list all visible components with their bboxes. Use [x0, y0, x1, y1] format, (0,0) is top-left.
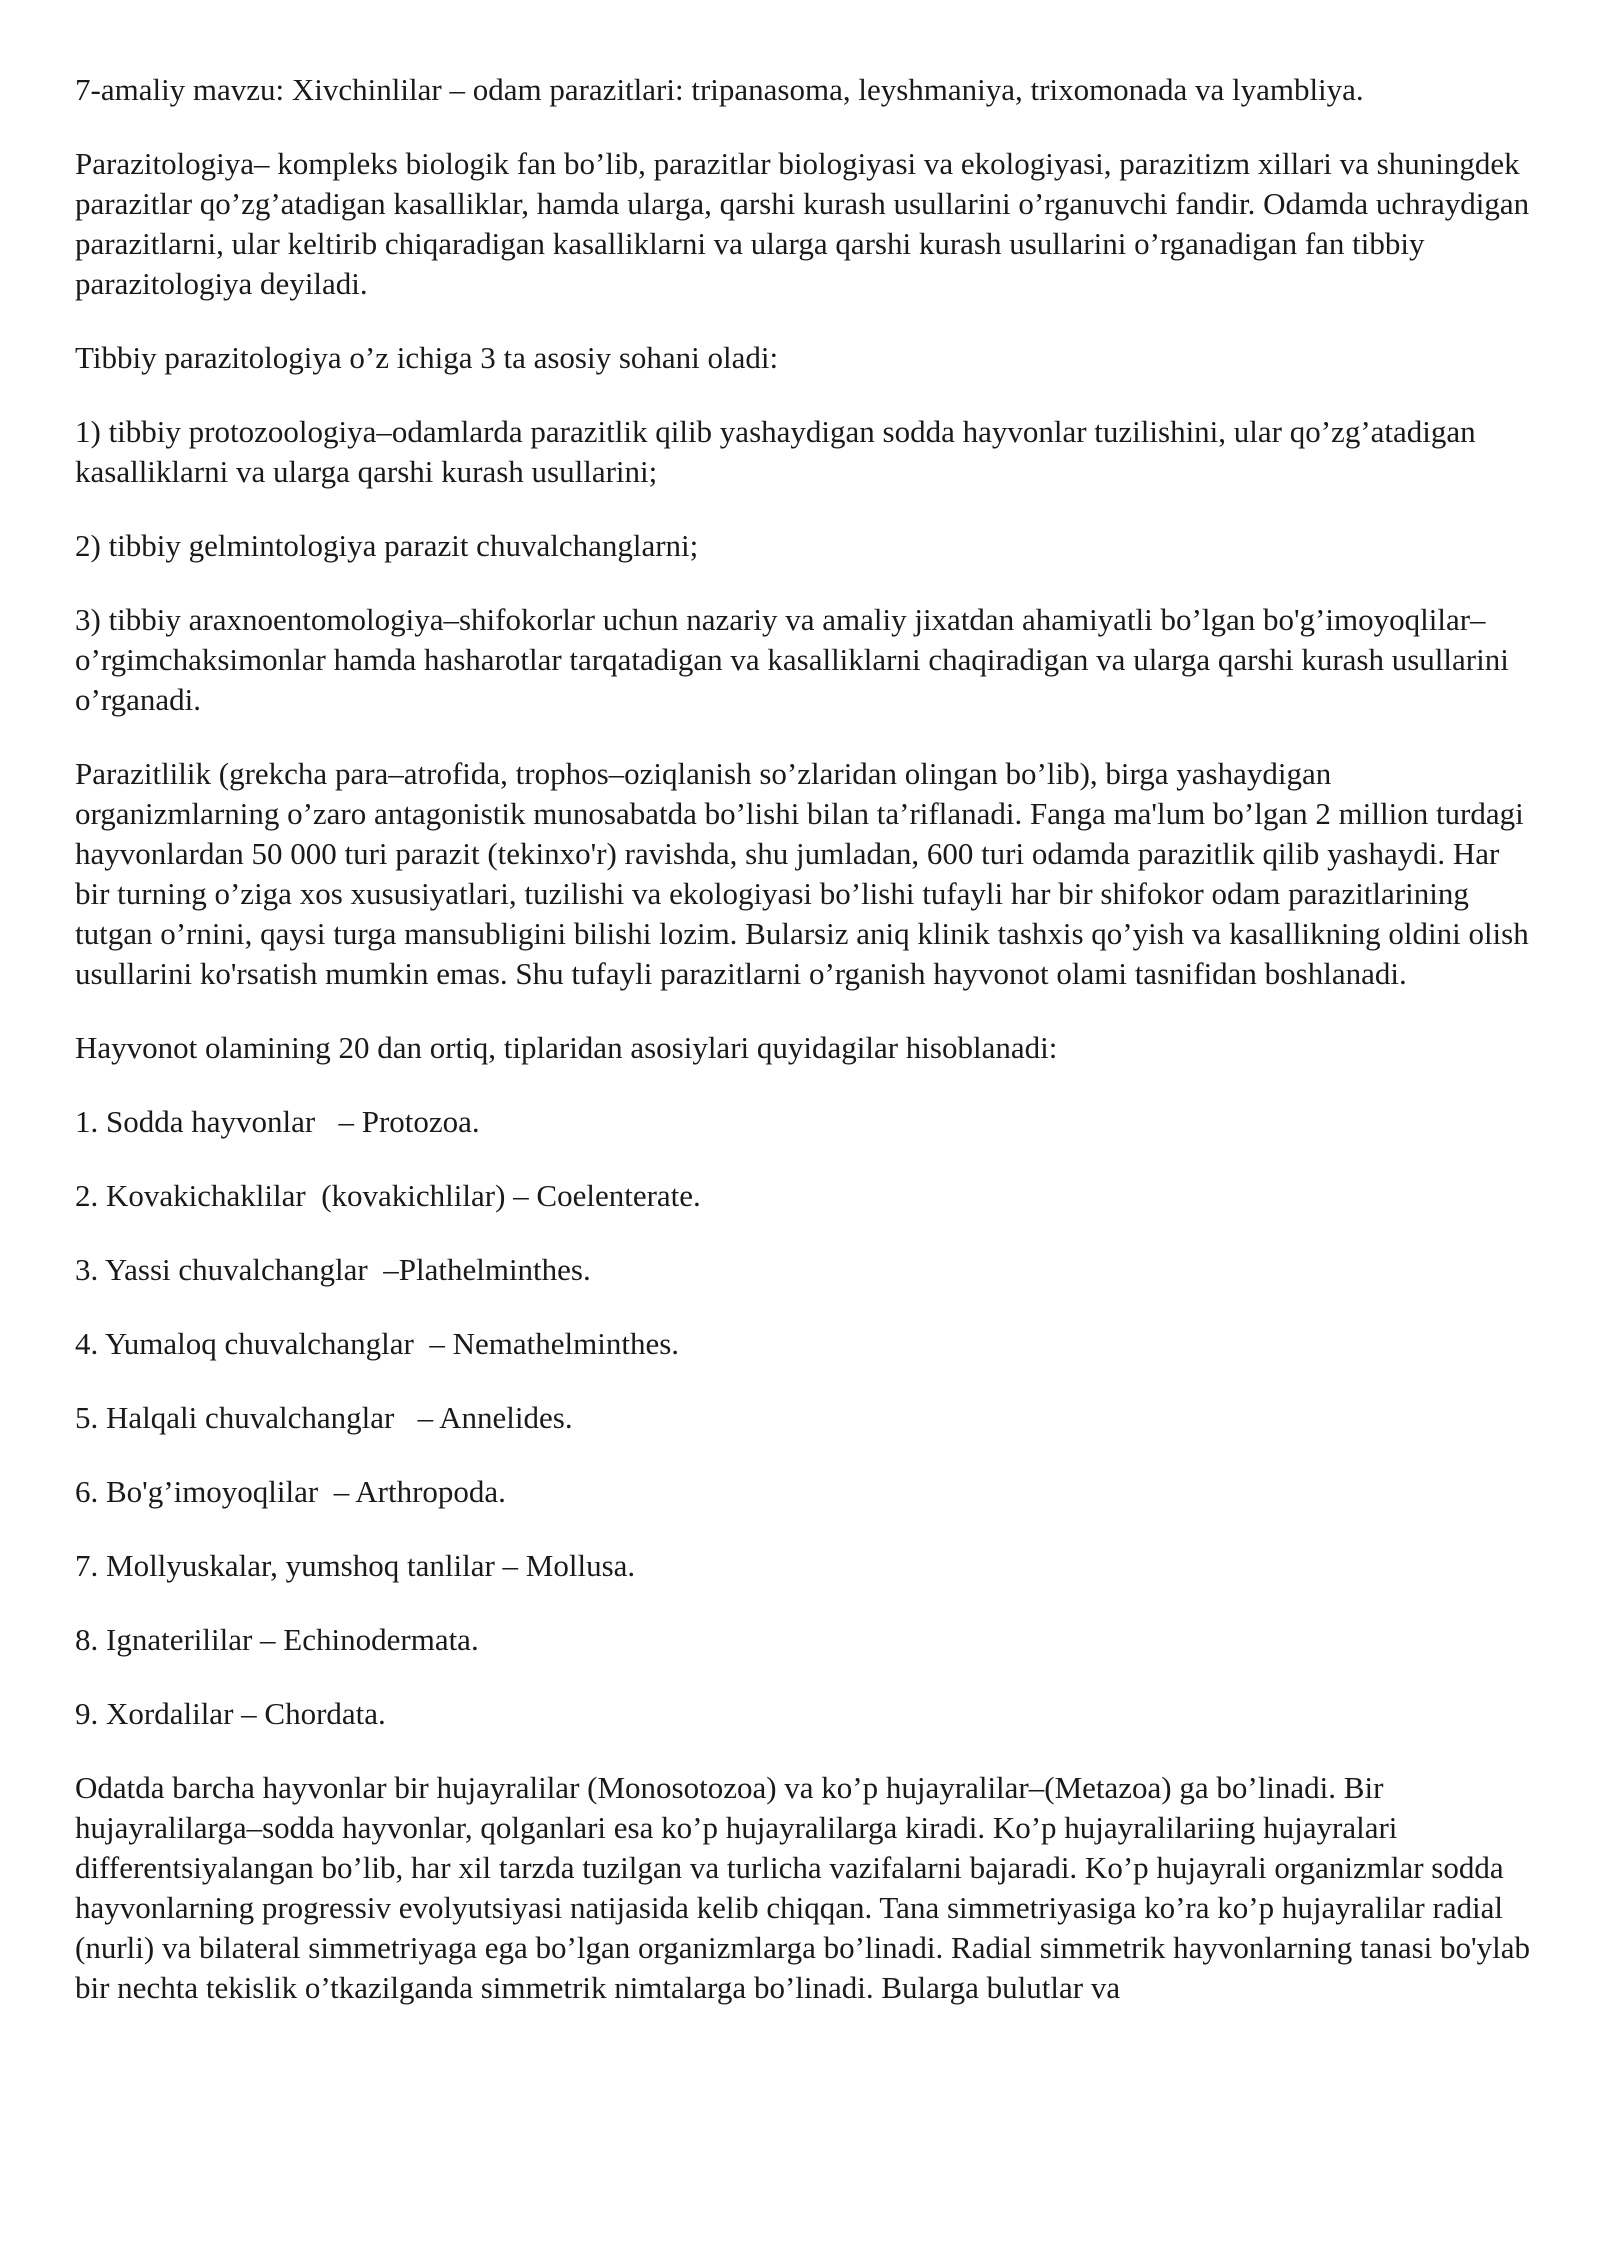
intro-paragraph: Parazitologiya– kompleks biologik fan bo’lib, parazitlar biologiyasi va ekologiyasi, parazitizm xillari va shuningdek parazitlar qo’zg’atadigan kasalliklar, hamda ularga, qarshi kurash usullarini o’rganuvchi fandir. Odamda uchraydigan parazitlarni, ular keltirib chiqaradigan kasalliklarni va ularga qarshi kurash usullarini o’rganadigan fan tibbiy parazitologiya deyiladi. [75, 146, 1530, 301]
type-list-item: 8. Ignaterililar – Echinodermata. [75, 1622, 479, 1657]
type-list-item: 9. Xordalilar – Chordata. [75, 1696, 386, 1731]
sections-intro: Tibbiy parazitologiya o’z ichiga 3 ta asosiy sohani oladi: [75, 340, 779, 375]
type-list-item: 2. Kovakichaklilar (kovakichlilar) – Coelenterate. [75, 1178, 701, 1213]
document-title: 7-amaliy mavzu: Xivchinlilar – odam parazitlari: tripanasoma, leyshmaniya, trixomonada va lyambliya. [75, 72, 1364, 107]
type-list-item: 6. Bo'g’imoyoqlilar – Arthropoda. [75, 1474, 506, 1509]
type-list-item: 1. Sodda hayvonlar – Protozoa. [75, 1104, 480, 1139]
section-item: 3) tibbiy araxnoentomologiya–shifokorlar uchun nazariy va amaliy jixatdan ahamiyatli bo’lgan bo'g’imoyoqlilar–o’rgimchaksimonlar hamda hasharotlar tarqatadigan va kasalliklarni chaqiradigan va ularga qarshi kurash usullarini o’rganadi. [75, 602, 1509, 717]
section-item: 1) tibbiy protozoologiya–odamlarda parazitlik qilib yashaydigan sodda hayvonlar tuzilishini, ular qo’zg’atadigan kasalliklarni va ularga qarshi kurash usullarini; [75, 414, 1476, 489]
document-page [75, 70, 1535, 2042]
type-list-item: 5. Halqali chuvalchanglar – Annelides. [75, 1400, 573, 1435]
section-item: 2) tibbiy gelmintologiya parazit chuvalchanglarni; [75, 528, 699, 563]
closing-paragraph: Odatda barcha hayvonlar bir hujayralilar (Monosotozoa) va ko’p hujayralilar–(Metazoa) ga bo’linadi. Bir hujayralilarga–sodda hayvonlar, qolganlari esa ko’p hujayralilarga kiradi. Ko’p hujayralilariing hujayralari differentsiyalangan bo’lib, har xil tarzda tuzilgan va turlicha vazifalarni bajaradi. Ko’p hujayrali organizmlar sodda hayvonlarning progressiv evolyutsiyasi natijasida kelib chiqqan. Tana simmetriyasiga ko’ra ko’p hujayralilar radial (nurli) va bilateral simmetriyaga ega bo’lgan organizmlarga bo’linadi. Radial simmetrik hayvonlarning tanasi bo'ylab bir nechta tekislik o’tkazilganda simmetrik nimtalarga bo’linadi. Bularga bulutlar va [75, 1770, 1530, 2005]
parasitism-paragraph: Parazitlilik (grekcha para–atrofida, trophos–oziqlanish so’zlaridan olingan bo’lib), birga yashaydigan organizmlarning o’zaro antagonistik munosabatda bo’lishi bilan ta’riflanadi. Fanga ma'lum bo’lgan 2 million turdagi hayvonlardan 50 000 turi parazit (tekinxo'r) ravishda, shu jumladan, 600 turi odamda parazitlik qilib yashaydi. Har bir turning o’ziga xos xususiyatlari, tuzilishi va ekologiyasi bo’lishi tufayli har bir shifokor odam parazitlarining tutgan o’rnini, qaysi turga mansubligini bilishi lozim. Bularsiz aniq klinik tashxis qo’yish va kasallikning oldini olish usullarini ko'rsatish mumkin emas. Shu tufayli parazitlarni o’rganish hayvonot olami tasnifidan boshlanadi. [75, 756, 1529, 991]
types-intro: Hayvonot olamining 20 dan ortiq, tiplaridan asosiylari quyidagilar hisoblanadi: [75, 1030, 1058, 1065]
type-list-item: 3. Yassi chuvalchanglar –Plathelminthes. [75, 1252, 591, 1287]
type-list-item: 4. Yumaloq chuvalchanglar – Nemathelminthes. [75, 1326, 680, 1361]
type-list-item: 7. Mollyuskalar, yumshoq tanlilar – Mollusa. [75, 1548, 636, 1583]
